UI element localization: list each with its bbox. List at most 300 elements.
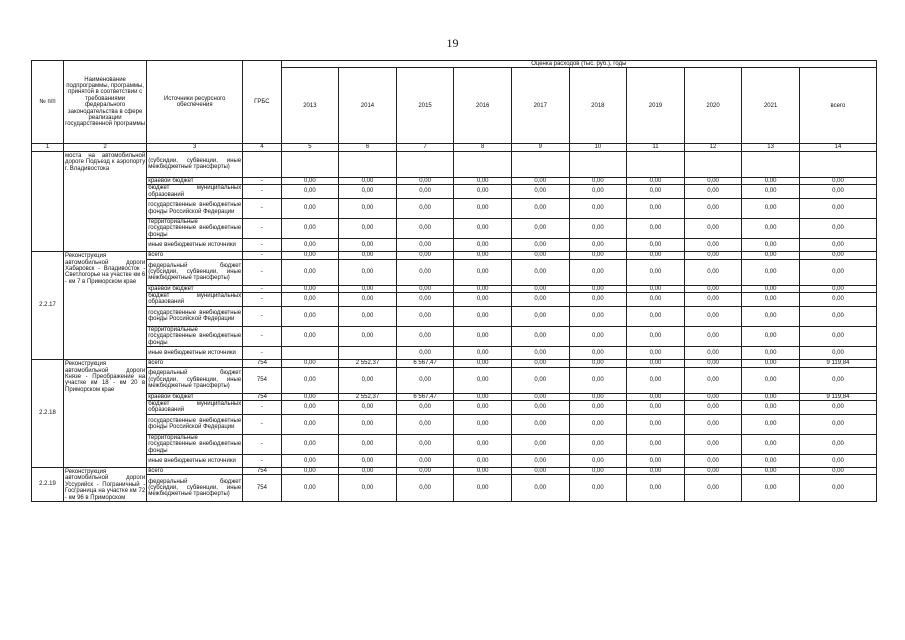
header-col-num: № п/п: [32, 61, 64, 144]
funding-source: бюджет муниципальных образований: [148, 293, 242, 306]
value-year: 0,00: [339, 326, 397, 346]
value-year: 0,00: [569, 219, 627, 239]
funding-source: всего: [147, 360, 243, 367]
value-year: 0,00: [511, 285, 569, 292]
value-year: 0,00: [339, 285, 397, 292]
value-total: 0,00: [799, 177, 876, 184]
value-year: 0,00: [281, 259, 339, 285]
value-total: 9 119,84: [799, 360, 876, 367]
grbs-code: -: [243, 177, 281, 184]
table-row: [32, 326, 877, 346]
value-year: 0,00: [742, 239, 800, 252]
value-year: 0,00: [627, 475, 685, 502]
value-year: 0,00: [569, 185, 627, 199]
value-year: 0,00: [454, 252, 512, 259]
grbs-code: -: [243, 293, 281, 307]
value-year: 0,00: [742, 434, 800, 454]
value-year: 0,00: [684, 454, 742, 467]
value-total: 0,00: [799, 367, 876, 393]
value-total: [799, 151, 876, 177]
value-year: 0,00: [396, 293, 454, 307]
header-col-name: Наименование подпрограммы, программы, принятой в соответствии с требованиями федерального законодательства в сфере реализации государственной программы: [64, 61, 147, 144]
value-year: 0,00: [511, 467, 569, 475]
value-year: 0,00: [511, 454, 569, 467]
value-year: 0,00: [339, 454, 397, 467]
table-row: [32, 239, 877, 252]
value-year: 0,00: [454, 467, 512, 475]
value-year: 2 552,37: [339, 360, 397, 367]
value-year: 0,00: [281, 252, 339, 259]
value-year: 0,00: [339, 185, 397, 199]
value-year: 0,00: [281, 393, 339, 400]
value-year: 0,00: [684, 177, 742, 184]
value-year: 0,00: [454, 400, 512, 414]
value-year: 0,00: [569, 239, 627, 252]
value-year: 0,00: [281, 400, 339, 414]
value-total: 0,00: [799, 306, 876, 326]
value-year: 0,00: [339, 293, 397, 307]
value-year: 0,00: [281, 219, 339, 239]
value-total: 0,00: [799, 326, 876, 346]
value-year: 0,00: [627, 252, 685, 259]
value-year: 0,00: [684, 393, 742, 400]
value-year: 0,00: [627, 177, 685, 184]
table-row: [32, 467, 877, 475]
value-year: 0,00: [684, 400, 742, 414]
value-year: 0,00: [396, 475, 454, 502]
table-row: [32, 400, 877, 414]
value-year: 0,00: [511, 347, 569, 360]
value-year: 0,00: [511, 252, 569, 259]
value-year: 0,00: [511, 434, 569, 454]
value-year: [684, 151, 742, 177]
value-year: 0,00: [339, 219, 397, 239]
header-year-5: 2018: [569, 68, 627, 144]
funding-source: государственные внебюджетные фонды Российской Федерации: [147, 306, 243, 326]
row-code: 2.2.17: [32, 252, 64, 360]
value-year: 0,00: [396, 326, 454, 346]
value-year: 0,00: [742, 467, 800, 475]
value-total: 0,00: [799, 434, 876, 454]
grbs-code: -: [243, 414, 281, 434]
table-row: [32, 259, 877, 285]
grbs-code: 754: [243, 360, 281, 367]
value-total: 0,00: [799, 475, 876, 502]
value-year: 0,00: [627, 293, 685, 307]
value-year: 0,00: [511, 219, 569, 239]
value-year: 0,00: [627, 219, 685, 239]
value-year: 0,00: [396, 259, 454, 285]
header-estimate: Оценка расходов (тыс. руб.), годы: [281, 61, 876, 68]
grbs-code: -: [243, 185, 281, 199]
value-year: 0,00: [569, 285, 627, 292]
value-year: 0,00: [627, 285, 685, 292]
header-year-4: 2017: [511, 68, 569, 144]
program-name: моста на автомобильной дороге Подъезд к аэропорту г. Владивостока: [64, 151, 147, 251]
value-year: 0,00: [627, 326, 685, 346]
value-year: 0,00: [396, 400, 454, 414]
value-year: 6 567,47: [396, 360, 454, 367]
value-year: 0,00: [742, 360, 800, 367]
value-year: 0,00: [281, 367, 339, 393]
value-year: 0,00: [569, 326, 627, 346]
table-row: [32, 475, 877, 502]
value-year: 0,00: [454, 414, 512, 434]
column-number: 8: [454, 144, 512, 151]
value-year: 0,00: [454, 219, 512, 239]
value-year: 0,00: [339, 467, 397, 475]
value-year: 2 552,37: [339, 393, 397, 400]
value-year: 0,00: [511, 393, 569, 400]
value-year: 0,00: [569, 467, 627, 475]
value-year: 0,00: [742, 252, 800, 259]
row-code: 2.2.18: [32, 360, 64, 468]
value-year: 0,00: [339, 199, 397, 219]
value-year: 0,00: [684, 467, 742, 475]
value-year: 0,00: [684, 475, 742, 502]
value-year: 0,00: [339, 252, 397, 259]
program-name: Реконструкция автомобильной дороги Хабаровск - Владивосток - Светлогорье на участке км 6 - км 7 в Приморском крае: [64, 252, 147, 360]
funding-source: (субсидии, субвенции, иные межбюджетные трансферты): [147, 151, 243, 177]
value-year: 0,00: [454, 347, 512, 360]
value-year: 0,00: [742, 326, 800, 346]
value-year: 0,00: [627, 414, 685, 434]
value-year: 0,00: [454, 177, 512, 184]
value-year: 0,00: [742, 367, 800, 393]
value-year: 0,00: [281, 360, 339, 367]
value-year: 0,00: [281, 454, 339, 467]
value-year: 0,00: [684, 434, 742, 454]
column-number: 11: [627, 144, 685, 151]
table-row: [32, 219, 877, 239]
table-row: [32, 177, 877, 184]
column-number: 1: [32, 144, 64, 151]
grbs-code: [243, 151, 281, 177]
value-year: 0,00: [742, 454, 800, 467]
value-year: 0,00: [339, 259, 397, 285]
value-year: 0,00: [627, 467, 685, 475]
funding-source: иные внебюджетные источники: [147, 347, 243, 360]
value-year: [454, 151, 512, 177]
value-year: 6 567,47: [396, 393, 454, 400]
value-year: 0,00: [742, 219, 800, 239]
table-row: [32, 454, 877, 467]
value-year: 0,00: [511, 400, 569, 414]
value-year: 0,00: [742, 285, 800, 292]
column-number: 10: [569, 144, 627, 151]
grbs-code: -: [243, 347, 281, 360]
value-year: 0,00: [281, 434, 339, 454]
value-year: 0,00: [684, 360, 742, 367]
value-year: 0,00: [569, 360, 627, 367]
funding-source: краевой бюджет: [147, 393, 243, 400]
value-year: 0,00: [684, 414, 742, 434]
value-year: [396, 151, 454, 177]
funding-source: краевой бюджет: [147, 177, 243, 184]
value-year: 0,00: [339, 414, 397, 434]
value-year: 0,00: [742, 199, 800, 219]
value-year: 0,00: [281, 239, 339, 252]
value-year: 0,00: [684, 367, 742, 393]
value-year: 0,00: [511, 177, 569, 184]
value-year: 0,00: [396, 306, 454, 326]
value-year: 0,00: [569, 252, 627, 259]
value-year: 0,00: [569, 475, 627, 502]
value-year: 0,00: [396, 454, 454, 467]
grbs-code: -: [243, 306, 281, 326]
value-year: 0,00: [511, 360, 569, 367]
table-row: [32, 434, 877, 454]
value-year: 0,00: [684, 326, 742, 346]
table-row: [32, 414, 877, 434]
column-number: 12: [684, 144, 742, 151]
value-year: 0,00: [742, 400, 800, 414]
value-year: 0,00: [742, 393, 800, 400]
value-year: 0,00: [396, 414, 454, 434]
value-year: 0,00: [511, 199, 569, 219]
value-year: 0,00: [454, 367, 512, 393]
value-year: 0,00: [627, 306, 685, 326]
column-number: 4: [243, 144, 281, 151]
value-year: 0,00: [742, 414, 800, 434]
value-year: 0,00: [454, 185, 512, 199]
table-row: [32, 293, 877, 307]
value-year: [339, 151, 397, 177]
value-year: 0,00: [396, 434, 454, 454]
value-year: 0,00: [627, 454, 685, 467]
value-year: 0,00: [569, 347, 627, 360]
header-year-8: 2021: [742, 68, 800, 144]
value-year: 0,00: [511, 259, 569, 285]
value-year: 0,00: [627, 400, 685, 414]
grbs-code: -: [243, 400, 281, 414]
table-row: [32, 393, 877, 400]
value-year: 0,00: [742, 185, 800, 199]
funding-source: государственные внебюджетные фонды Российской Федерации: [147, 414, 243, 434]
funding-source: бюджет муниципальных образований: [148, 185, 242, 198]
value-year: [511, 151, 569, 177]
value-year: 0,00: [627, 393, 685, 400]
value-year: 0,00: [396, 177, 454, 184]
value-year: [569, 151, 627, 177]
grbs-code: -: [243, 239, 281, 252]
column-number: 6: [339, 144, 397, 151]
value-year: 0,00: [396, 347, 454, 360]
value-year: 0,00: [281, 293, 339, 307]
value-total: 0,00: [799, 219, 876, 239]
value-year: 0,00: [396, 219, 454, 239]
value-year: 0,00: [742, 259, 800, 285]
value-year: 0,00: [569, 454, 627, 467]
program-name: Реконструкция автомобильной дороги Уссурийск - Пограничный - Госграница на участке км 72 - км 96 в Приморском: [65, 468, 146, 501]
value-year: 0,00: [511, 475, 569, 502]
table-row: [32, 185, 877, 199]
value-year: [627, 151, 685, 177]
grbs-code: 754: [243, 475, 281, 502]
column-number: 13: [742, 144, 800, 151]
value-year: 0,00: [627, 199, 685, 219]
value-total: 0,00: [799, 239, 876, 252]
value-year: 0,00: [684, 306, 742, 326]
funding-source: территориальные государственные внебюджетные фонды: [148, 219, 242, 238]
row-code: [32, 151, 64, 251]
value-year: 0,00: [454, 475, 512, 502]
value-year: 0,00: [569, 199, 627, 219]
header-col-grbs: ГРБС: [243, 61, 281, 144]
value-year: 0,00: [396, 285, 454, 292]
value-year: 0,00: [684, 293, 742, 307]
value-year: 0,00: [454, 360, 512, 367]
column-number: 9: [511, 144, 569, 151]
grbs-code: -: [243, 219, 281, 239]
value-year: 0,00: [281, 467, 339, 475]
value-year: 0,00: [742, 475, 800, 502]
value-year: 0,00: [511, 306, 569, 326]
table-row: [32, 252, 877, 259]
header-col-source: Источники ресурсного обеспечения: [147, 61, 243, 144]
value-year: 0,00: [569, 434, 627, 454]
grbs-code: 754: [243, 393, 281, 400]
value-year: 0,00: [454, 306, 512, 326]
value-year: 0,00: [569, 306, 627, 326]
grbs-code: -: [243, 252, 281, 259]
header-year-9: всего: [799, 68, 876, 144]
header-year-1: 2014: [339, 68, 397, 144]
table-row: [32, 347, 877, 360]
value-year: 0,00: [742, 306, 800, 326]
value-year: 0,00: [569, 393, 627, 400]
header-year-0: 2013: [281, 68, 339, 144]
column-number: 5: [281, 144, 339, 151]
value-year: 0,00: [454, 199, 512, 219]
funding-source: федеральный бюджет (субсидии, субвенции, иные межбюджетные трансферты): [147, 367, 243, 393]
value-year: 0,00: [396, 467, 454, 475]
header-row-top: [32, 61, 877, 68]
value-year: 0,00: [396, 367, 454, 393]
value-total: 0,00: [799, 259, 876, 285]
value-total: 0,00: [799, 199, 876, 219]
value-year: 0,00: [684, 239, 742, 252]
grbs-code: -: [243, 199, 281, 219]
value-year: 0,00: [627, 434, 685, 454]
value-year: 0,00: [396, 185, 454, 199]
value-year: 0,00: [454, 393, 512, 400]
value-year: 0,00: [511, 293, 569, 307]
value-year: 0,00: [684, 259, 742, 285]
table-row: [32, 306, 877, 326]
value-year: 0,00: [684, 185, 742, 199]
value-year: 0,00: [511, 326, 569, 346]
column-number: 3: [147, 144, 243, 151]
funding-source: иные внебюджетные источники: [147, 454, 243, 467]
value-year: 0,00: [569, 367, 627, 393]
value-year: 0,00: [569, 400, 627, 414]
funding-source: всего: [147, 467, 243, 475]
value-year: 0,00: [511, 185, 569, 199]
value-year: 0,00: [454, 293, 512, 307]
value-year: 0,00: [454, 239, 512, 252]
value-year: 0,00: [281, 475, 339, 502]
value-year: 0,00: [511, 414, 569, 434]
value-year: 0,00: [569, 177, 627, 184]
value-year: 0,00: [454, 434, 512, 454]
page-number: 19: [446, 36, 459, 50]
value-year: 0,00: [627, 360, 685, 367]
program-name: Реконструкция автомобильной дороги Князе - Преображение на участке км 18 - км 20 в Приморском крае: [64, 360, 147, 468]
funding-source: краевой бюджет: [147, 285, 243, 292]
funding-source: федеральный бюджет (субсидии, субвенции, иные межбюджетные трансферты): [147, 475, 243, 502]
value-year: 0,00: [454, 259, 512, 285]
value-year: 0,00: [627, 367, 685, 393]
value-year: 0,00: [627, 347, 685, 360]
funding-source: всего: [147, 252, 243, 259]
value-year: 0,00: [569, 414, 627, 434]
value-year: 0,00: [281, 177, 339, 184]
value-year: 0,00: [569, 259, 627, 285]
value-year: 0,00: [511, 239, 569, 252]
header-year-3: 2016: [454, 68, 512, 144]
header-year-2: 2015: [396, 68, 454, 144]
value-year: 0,00: [742, 293, 800, 307]
value-year: 0,00: [339, 306, 397, 326]
header-year-7: 2020: [684, 68, 742, 144]
budget-table: [31, 60, 877, 502]
table-row: [32, 360, 877, 367]
value-year: 0,00: [454, 454, 512, 467]
column-number-row: [32, 144, 877, 151]
column-number: 7: [396, 144, 454, 151]
value-total: 0,00: [799, 252, 876, 259]
value-year: 0,00: [339, 239, 397, 252]
grbs-code: -: [243, 285, 281, 292]
funding-source: территориальные государственные внебюджетные фонды: [148, 326, 242, 346]
table-row: [32, 151, 877, 177]
funding-source: бюджет муниципальных образований: [148, 400, 242, 414]
value-year: 0,00: [339, 367, 397, 393]
value-total: 0,00: [799, 400, 876, 414]
value-year: 0,00: [742, 177, 800, 184]
value-year: 0,00: [684, 219, 742, 239]
value-year: 0,00: [281, 306, 339, 326]
value-year: 0,00: [684, 285, 742, 292]
table-row: [32, 367, 877, 393]
value-year: 0,00: [627, 185, 685, 199]
value-total: 0,00: [799, 285, 876, 292]
value-year: [281, 151, 339, 177]
column-number: 14: [799, 144, 876, 151]
table-body: [32, 151, 877, 501]
grbs-code: -: [243, 454, 281, 467]
value-total: 0,00: [799, 414, 876, 434]
value-total: 0,00: [799, 347, 876, 360]
grbs-code: 754: [243, 467, 281, 475]
value-year: 0,00: [454, 285, 512, 292]
table-row: [32, 199, 877, 219]
value-year: 0,00: [281, 199, 339, 219]
value-year: 0,00: [511, 367, 569, 393]
value-year: 0,00: [281, 414, 339, 434]
value-year: 0,00: [627, 259, 685, 285]
value-year: 0,00: [627, 239, 685, 252]
value-total: 9 119,84: [799, 393, 876, 400]
value-year: 0,00: [339, 400, 397, 414]
column-number: 2: [64, 144, 147, 151]
value-year: 0,00: [684, 252, 742, 259]
grbs-code: -: [243, 326, 281, 346]
table-row: [32, 285, 877, 292]
value-year: 0,00: [339, 177, 397, 184]
value-year: 0,00: [281, 185, 339, 199]
